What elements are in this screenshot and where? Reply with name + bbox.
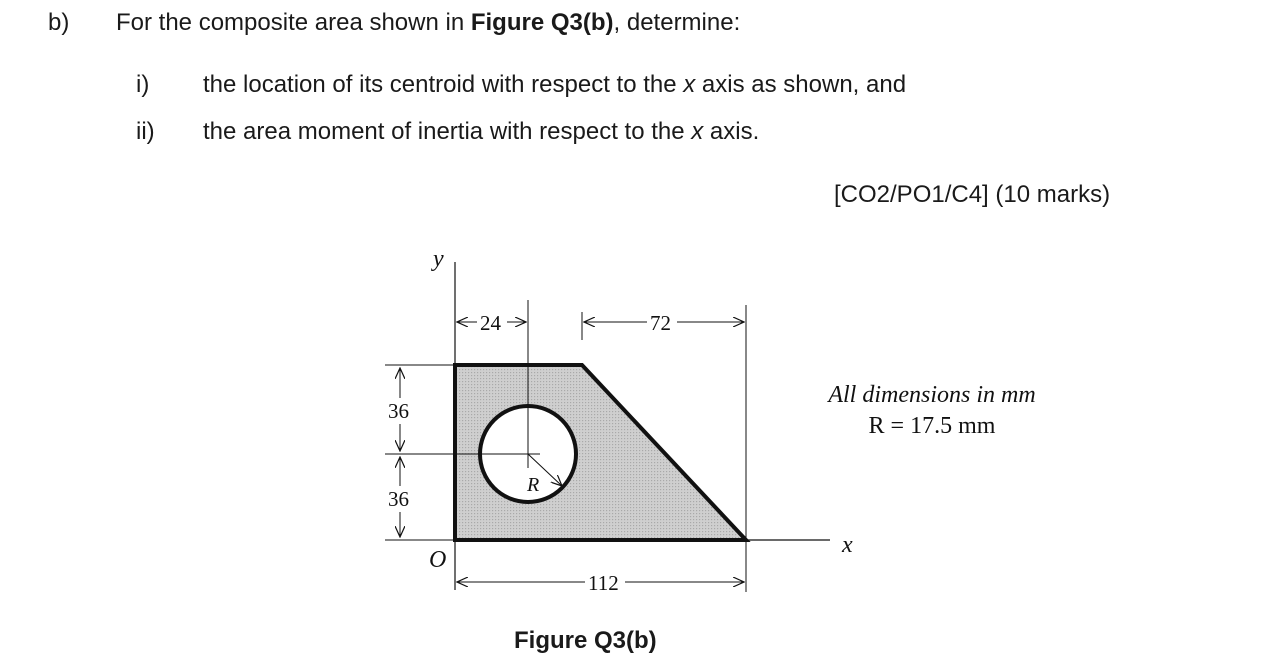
note-dimensions: All dimensions in mm bbox=[828, 382, 1036, 408]
dim-72-label: 72 bbox=[650, 311, 671, 335]
marks: [CO2/PO1/C4] (10 marks) bbox=[834, 181, 1111, 208]
dim-24-label: 24 bbox=[480, 311, 501, 335]
dim-36-lower-label: 36 bbox=[388, 487, 409, 511]
axis-y-label: y bbox=[433, 246, 444, 272]
item-label-ii: ii) bbox=[136, 118, 155, 145]
origin-label: O bbox=[429, 547, 447, 573]
radius-label: R bbox=[527, 474, 540, 496]
item-i-var: x bbox=[683, 71, 696, 98]
intro-text-after: , determine: bbox=[613, 9, 741, 36]
item-ii-var: x bbox=[691, 118, 704, 145]
item-ii-after: axis. bbox=[703, 118, 760, 145]
item-i-after: axis as shown, and bbox=[695, 71, 907, 98]
part-label: b) bbox=[48, 9, 70, 36]
dim-112-label: 112 bbox=[588, 571, 619, 595]
dim-36-upper-label: 36 bbox=[388, 399, 409, 423]
item-label-i: i) bbox=[136, 71, 150, 98]
intro-text-before: For the composite area shown in bbox=[116, 9, 471, 36]
item-i-before: the location of its centroid with respect to the bbox=[203, 71, 684, 98]
figure-caption: Figure Q3(b) bbox=[514, 627, 657, 654]
note-radius: R = 17.5 mm bbox=[868, 413, 996, 439]
axis-x-label: x bbox=[842, 532, 853, 558]
figure-reference: Figure Q3(b) bbox=[470, 9, 614, 36]
item-ii-before: the area moment of inertia with respect to the bbox=[203, 118, 692, 145]
